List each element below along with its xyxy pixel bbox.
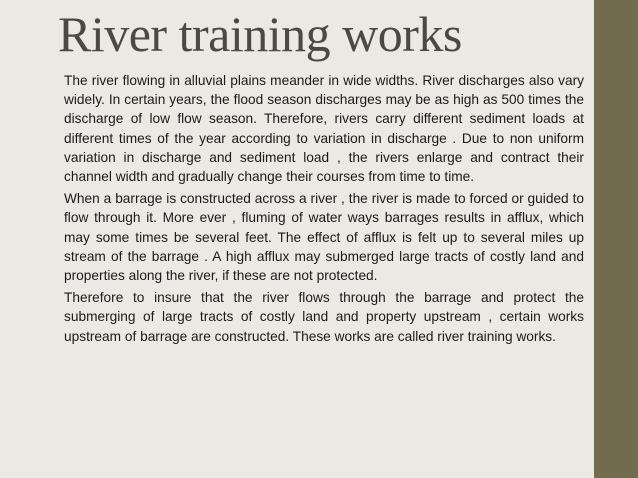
slide-body <box>64 71 584 349</box>
sidebar-accent-bar <box>594 0 638 478</box>
paragraph-2: When a barrage is constructed across a river , the river is made to forced or guided to flow through it. More ever , fluming of water ways barrages results in afflux, which may some times be several feet. The effect of afflux is felt up to several miles up stream of the barrage . A high afflux may submerged large tracts of costly land and properties along the river, if these are not protected. <box>64 191 584 284</box>
paragraph-1: The river flowing in alluvial plains meander in wide widths. River discharges also vary widely. In certain years, the flood season discharges may be as high as 500 times the discharge of low flow season. Therefore, rivers carry different sediment loads at different times of the year according to variation in discharge . Due to non uniform variation in discharge and sediment load , the rivers enlarge and contract their channel width and gradually change their courses from time to time. <box>64 73 584 185</box>
slide-title: River training works <box>58 6 462 62</box>
paragraph-3: Therefore to insure that the river flows through the barrage and protect the submerging of large tracts of costly land and property upstream , certain works upstream of barrage are constructed. These works are called river training works. <box>64 290 584 344</box>
